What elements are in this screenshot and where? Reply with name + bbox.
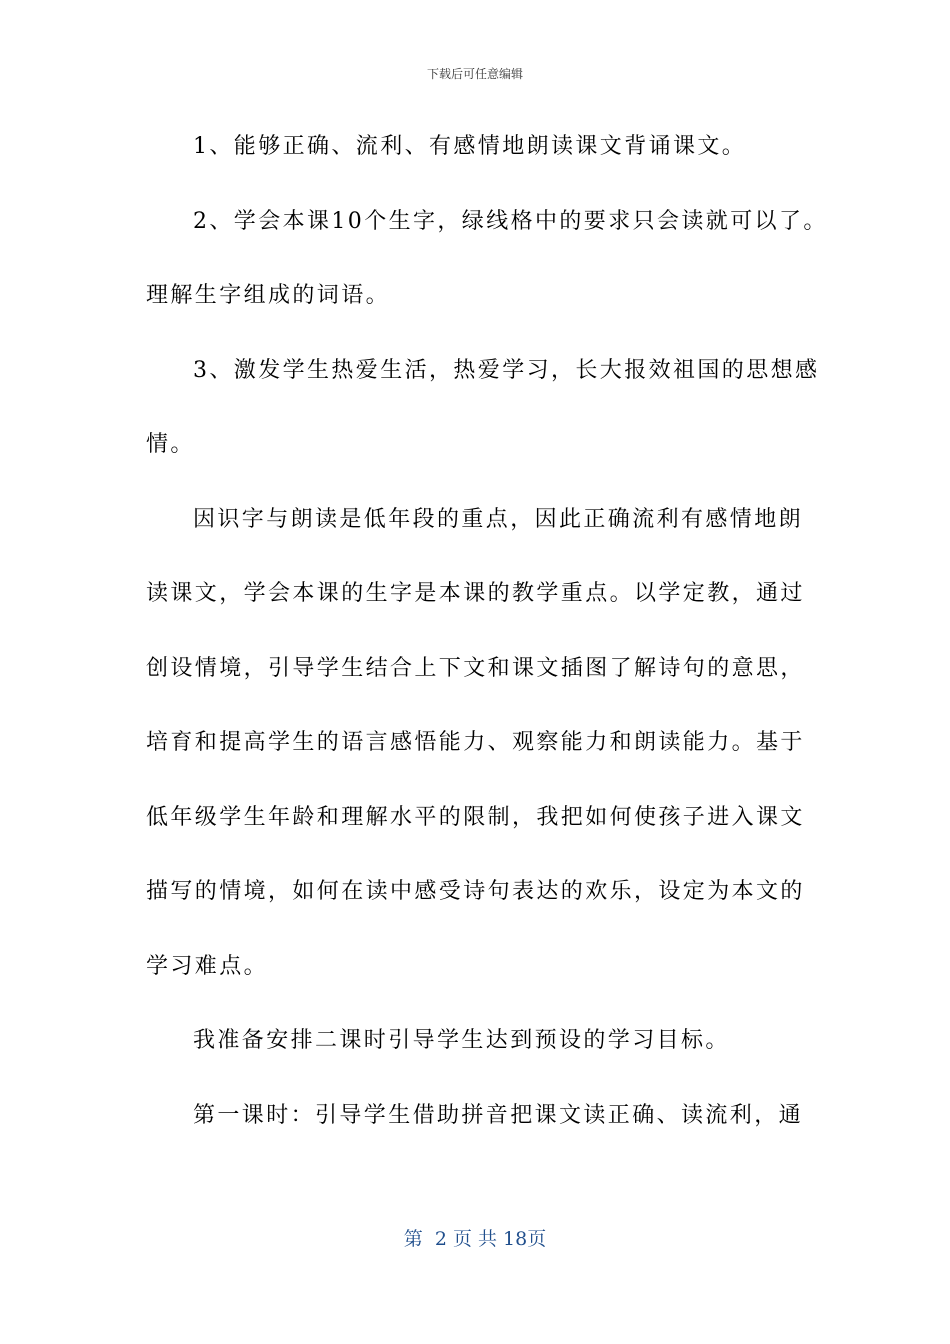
text-line-paragraph-1-cont: 培育和提高学生的语言感悟能力、观察能力和朗读能力。基于 [146, 730, 805, 755]
text-line-paragraph-1-end: 学习难点。 [146, 954, 269, 979]
text-line-paragraph-2: 我准备安排二课时引导学生达到预设的学习目标。 [193, 1028, 730, 1053]
text-line-objective-1: 1、能够正确、流利、有感情地朗读课文背诵课文。 [193, 134, 747, 159]
text-line-paragraph-1: 因识字与朗读是低年段的重点，因此正确流利有感情地朗 [193, 507, 804, 532]
text-line-paragraph-1-cont: 低年级学生年龄和理解水平的限制，我把如何使孩子进入课文 [146, 805, 805, 830]
text-line-objective-3-cont: 情。 [146, 432, 195, 457]
text-line-objective-2: 2、学会本课10个生字，绿线格中的要求只会读就可以了。 [193, 209, 828, 234]
page-header: 下载后可任意编辑 [426, 67, 523, 81]
text-line-objective-2-cont: 理解生字组成的词语。 [146, 283, 391, 308]
text-line-objective-3: 3、激发学生热爱生活，热爱学习，长大报效祖国的思想感 [193, 358, 820, 383]
page-number-footer: 第 2 页 共 18页 [403, 1228, 547, 1250]
text-line-paragraph-1-cont: 创设情境，引导学生结合上下文和课文插图了解诗句的意思， [146, 656, 805, 681]
text-line-paragraph-1-cont: 描写的情境，如何在读中感受诗句表达的欢乐，设定为本文的 [146, 879, 805, 904]
text-line-paragraph-3: 第一课时：引导学生借助拼音把课文读正确、读流利，通 [193, 1103, 804, 1128]
text-line-paragraph-1-cont: 读课文，学会本课的生字是本课的教学重点。以学定教，通过 [146, 581, 805, 606]
